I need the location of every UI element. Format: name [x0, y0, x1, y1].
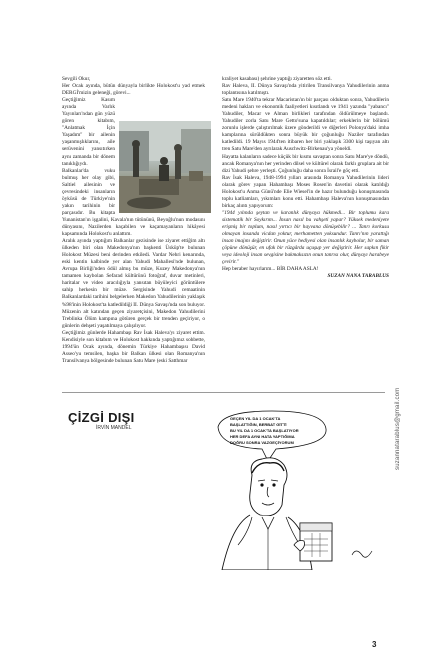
book-paragraph: Geçtiğimiz Kasım ayında Varlık Yayınları'ndan gün yüzü gören kitabım, "Anlatmak İçin Yaşadım" bir ailenin yaşanmışlıklarını, aile serüvenini yansıtırken aynı zamanda bir dönem tanıklığıydı. Balkanlar'da vuku bulmuş her olay gibi, Saltiel ailesinin ve çevresindeki insanların öyküsü de Türkiye'nin yakın tarihinin bir parçasıdır. Bu kitapta Yunanistan'ın işgalini, Kavala'nın tütününü, Beyoğlu'nun modasını dünyasını, Nazilerden kaçabilen ve kaçamayanların hikâyesi kapsamında Holokost'u anlattım. — [62, 97, 205, 238]
visit-paragraph: Geçtiğimiz günlerde Hahambaşı Rav İsak Haleva'yı ziyaret ettim. Kendisiyle son kitabım ve Holokost hakkında yaptığımız sohbette, 1994'ün Ocak ayında, dönemin Türkiye Hahambaşısı David Asseo'yu temsilen, başka bir Balkan ülkesi olan Romanya'nın Transilvanya bölgesinde bulunan Satu Mare (eski Satthmar — [62, 329, 205, 364]
bubble-line-4: HER DEFA AYNI HATA YAPTIĞIMA — [230, 434, 295, 439]
calendar-drawing — [294, 523, 332, 561]
bubble-line-5: DOĞRU SONRA VAZGEÇİYORUM — [230, 440, 294, 445]
memorial-photo — [119, 121, 211, 213]
speech-quote: "1944 yılında şeytan ve karanlık dünyaya hükmedi... Bir toplumu kara sistematik bir Soykırım... İnsan nasıl bu vahşeti yapar? Yüksek medeniyete erişmiş bir toplum, nasıl yırtıcı bir hayvana dönüşebilir? ... Tanrı korkusu olmayan insanda vicdan yoktur, merhametten yoksundur. Tanrı'nın yarattığı insan imajını değiştirir. Onun yüce hediyesi olan insanlık kaybolur, bir saman çöpüne dönüşür, en ufak bir rüzgârda uçuşup yer değiştirir. Her sapkın fikir veya ideoloji insan sevgisine bakmaksızın onun tanrısı olur, dünyayı harabeye çevirir." — [222, 209, 389, 266]
comic-section-title: ÇİZGİ DIŞI — [68, 410, 135, 425]
museum-paragraph: Aralık ayında yaptığım Balkanlar gezisinde ise ziyaret ettiğim altı ülkeden biri olan Makedonya'nın başkenti Üsküp'te bulunan Holokost Müzesi beni derinden etkiledi. Vardar Nehri kenarında, eski kentin kalbinde yer alan Yahudi Mahallesi'nde bulunan, Avrupa Birliği'nden ödül almış bu müze, Kuzey Makedonya'nın tamamen kaybolan Sefarad kültürünü fotoğraf, duvar metinleri, haritalar ve video aracılığıyla yansıtan büyüleyici görüntülere sahip herkesin bir müze. Sergisinde Yahudi cemaatinin Balkanlardaki tarihini belgelerken Makedon Yahudilerinin yaklaşık %98'inin Holokost'ta katledildiği II. Dünya Savaşı'nda son buluyor. Müzenin alt katından geçen ziyaretçisini, Makedon Yahudilerini Treblinka Ölüm kampına götüren gerçek bir trenden geçiriyor, o günlerin dehşeti yaşatılmaya çalışılıyor. — [62, 238, 205, 329]
memorial-photo-frame — [119, 121, 211, 213]
satu-mare-paragraph: Satu Mare 1940'ta tekrar Macaristan'ın bir parçası olduktan sonra, Yahudilerin medeni hakları ve ekonomik faaliyetleri kısıtlandı ve 1941 yazında "yabancı" Yahudiler, Macar ve Alman birlikleri tarafından öldürülmeye başlandı. Yahudiler zorla Satu Mare Getto'suna kapatıldılar; erkeklerin bir bölümü zorunlu işlerde çalıştırılmak üzere gönderildi ve diğerleri Polonya'daki imha kamplarına sürüldükten sonra büyük bir çoğunluğu Naziler tarafından katledildi. 19 Mayıs 1944'ten itibaren her biri yaklaşık 3300 kişi taşıyan altı tren Satu Mare'den ayrılarak Auschwitz-Birkenau'ya yöneldi. — [222, 97, 389, 153]
bubble-line-2: BAŞLATTIĞIN, BERBAT GİTTİ — [230, 422, 287, 427]
continuation-line: kraliyet kasabası) şehrine yaptığı ziyaretten söz etti. — [222, 76, 332, 82]
author-email: suzannatarablus@gmail.com — [395, 387, 401, 470]
cartoon-signature — [352, 551, 372, 557]
cartoon-man — [222, 458, 312, 570]
closing-line: Hep beraber hayırlarım... BİR DAHA ASLA! — [222, 266, 319, 273]
page-number: 3 — [372, 640, 377, 649]
article-right-column — [222, 76, 389, 280]
salutation: Sevgili Okur, — [62, 76, 91, 82]
author-signature: SUZAN NANA TARABLUS — [327, 273, 389, 280]
rav-haleva-paragraph: Rav Haleva, II. Dünya Savaşı'nda yitirilen Transilvanya Yahudilerinin anma toplantısına katılmıştı. — [222, 83, 389, 97]
section-divider — [62, 392, 385, 393]
speech-intro-paragraph: Rav İsak Haleva, 1948-1994 yılları arasında Romanya Yahudilerinin lideri olarak görev yapan Hahambaşı Moses Rosen'in davetini olarak katıldığı Holokost'u Anma Günü'nde Elie Wiesel'in de hazır bulunduğu konuşmasında toplu katliamları, yıkımları konu etti. Hahambaşı Haleva'nın konuşmasından birkaç alıntı yapıyorum: — [222, 174, 389, 209]
intro-paragraph: Her Ocak ayında, bütün dünyayla birlikte Holokost'u yad etmek DERGİ'mizin geleneği, görevi... — [62, 83, 205, 97]
bubble-line-1: GEÇEN YIL DA 1 OCAK'TA — [230, 416, 281, 421]
article-left-column — [62, 76, 205, 365]
comic-author: İRVİN MANDEL — [96, 425, 132, 431]
survivors-paragraph: Hayatta kalanların sadece küçük bir kısmı savaştan sonra Satu Mare'ye döndü, ancak Romanya'nın her yerinden dilsel ve kültürel olarak farklı gruplara ait bir dizi Yahudi şehre yerleşti. Çoğunluğu daha sonra İsrail'e göç etti. — [222, 153, 389, 174]
memorial-sculpture-image — [119, 121, 211, 213]
bubble-line-3: BU YIL DA 1 OCAK'TA BAŞLATIYOR — [230, 428, 299, 433]
